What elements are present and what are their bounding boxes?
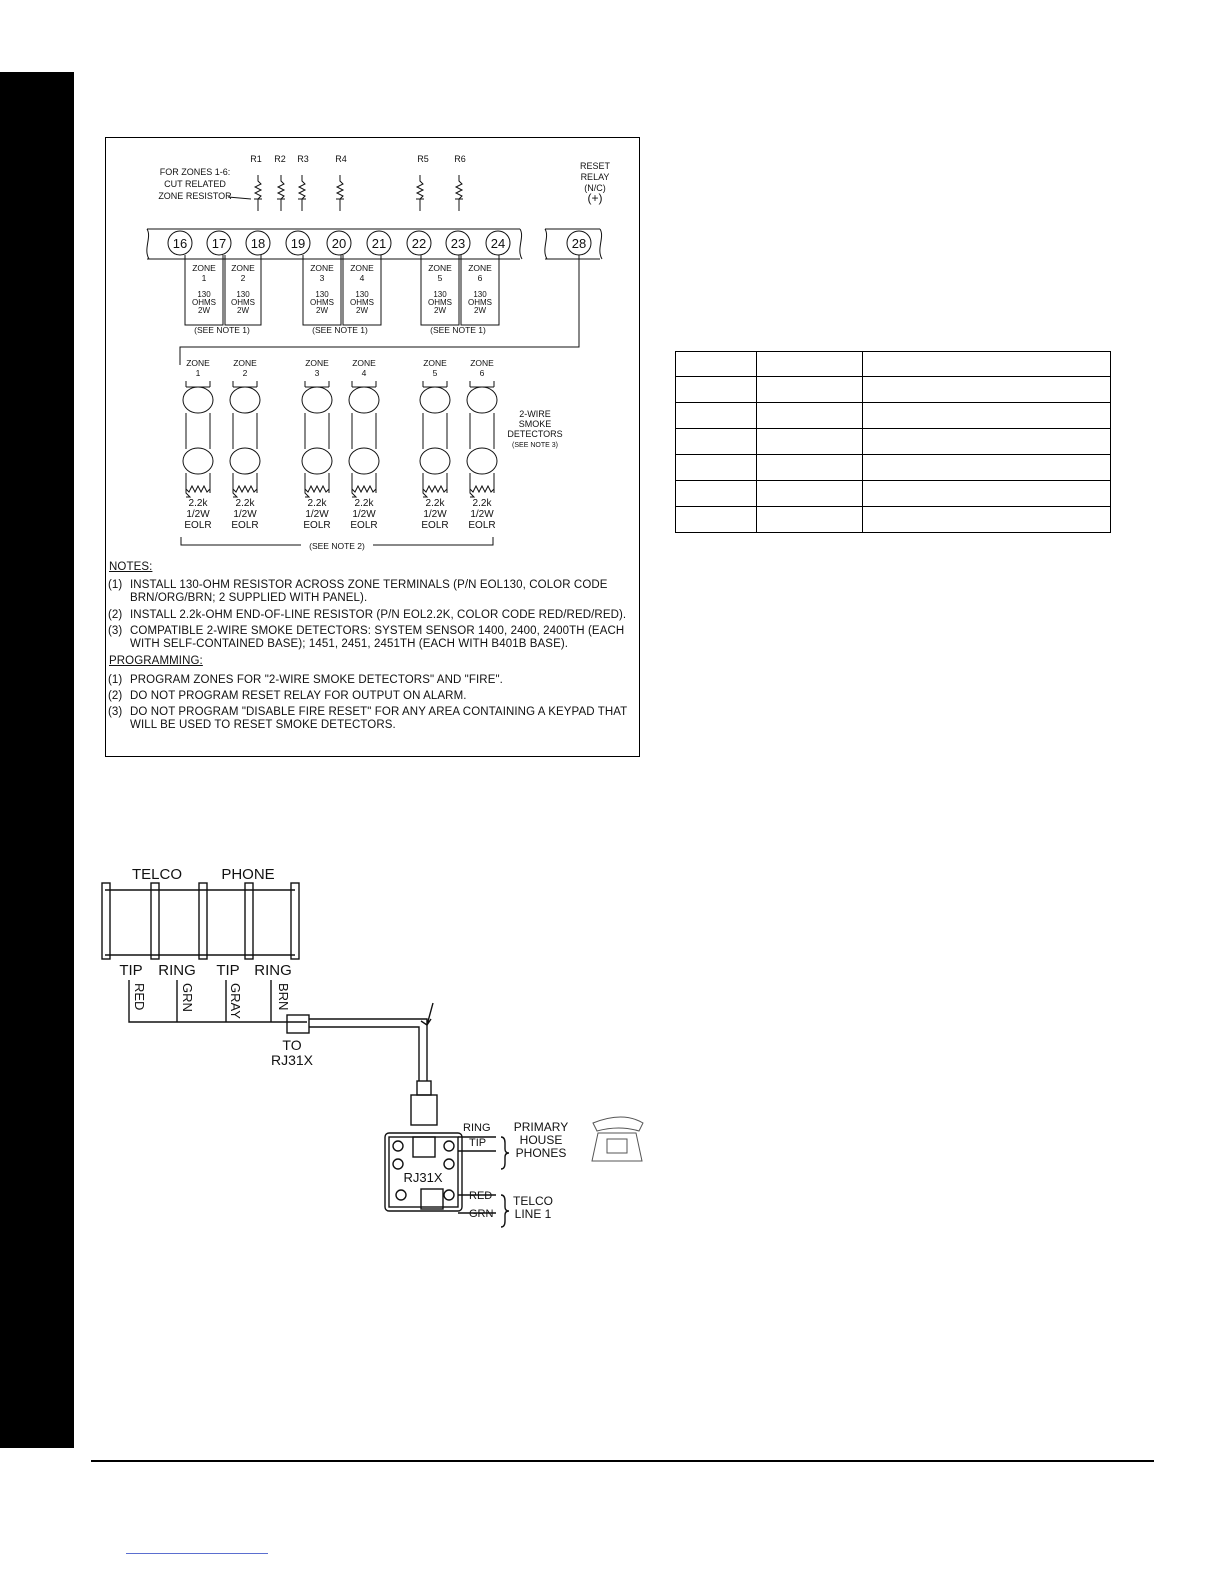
table-cell	[863, 481, 1111, 507]
smoke-detector	[230, 387, 260, 413]
eolr-label: 1/2W	[186, 509, 210, 520]
resistor-spec: 130	[433, 290, 447, 299]
smoke-detector	[349, 448, 379, 474]
eolr-label: 2.2k	[354, 498, 374, 509]
table-cell	[863, 429, 1111, 455]
resistor-spec: 2W	[237, 306, 249, 315]
resistor-spec: 130	[236, 290, 250, 299]
smoke-detector	[302, 448, 332, 474]
resistor-spec: 130	[473, 290, 487, 299]
telco-label: TELCO	[131, 866, 183, 883]
detector-loop	[186, 381, 210, 497]
zone-number: 4	[359, 273, 365, 283]
smoke-detector	[302, 387, 332, 413]
smoke-detector	[420, 448, 450, 474]
smoke-detector	[420, 387, 450, 413]
table-cell	[863, 455, 1111, 481]
jack-label: RJ31X	[403, 1170, 443, 1185]
table-row	[676, 429, 1111, 455]
primary-house-phones: PRIMARY	[513, 1120, 569, 1134]
reset-relay-label: (+)	[587, 191, 603, 205]
resistor-spec: 2W	[198, 306, 210, 315]
see-note-1: (SEE NOTE 1)	[430, 325, 486, 335]
zone-label: ZONE	[470, 358, 494, 368]
empty-table	[675, 351, 1111, 533]
table-row	[676, 455, 1111, 481]
to-label: TO	[282, 1037, 302, 1053]
terminal-label: RING	[158, 962, 196, 979]
eolr-label: 2.2k	[425, 498, 445, 509]
footer-rule	[91, 1460, 1154, 1462]
resistor-spec: 2W	[474, 306, 486, 315]
zone-label: ZONE	[352, 358, 376, 368]
resistor-spec: 130	[315, 290, 329, 299]
programming-heading: PROGRAMMING:	[109, 655, 203, 668]
table-cell	[676, 455, 757, 481]
table-cell	[676, 429, 757, 455]
eolr-label: EOLR	[303, 520, 331, 531]
eolr-label: 2.2k	[188, 498, 208, 509]
zone-number: 6	[479, 368, 485, 378]
zone-number: 2	[242, 368, 248, 378]
zone-label: ZONE	[428, 263, 452, 273]
eolr-label: 1/2W	[423, 509, 447, 520]
programming-item: (1) PROGRAM ZONES FOR "2-WIRE SMOKE DETECTORS" AND "FIRE".	[108, 673, 503, 686]
zone-label: ZONE	[186, 358, 210, 368]
smoke-detector	[230, 448, 260, 474]
resistor-spec: OHMS	[468, 298, 492, 307]
zone-number: 5	[437, 273, 443, 283]
resistor-spec: 2W	[316, 306, 328, 315]
table-cell	[863, 403, 1111, 429]
smoke-detector	[349, 387, 379, 413]
eolr-label: EOLR	[184, 520, 212, 531]
note-item: (1) INSTALL 130-OHM RESISTOR ACROSS ZONE TERMINALS (P/N EOL130, COLOR CODE BRN/ORG/BRN; 2 SUPPLIED WITH PANEL).	[108, 579, 608, 605]
eolr-label: 1/2W	[305, 509, 329, 520]
detector-loop	[352, 381, 376, 497]
wire-color-label: RED	[132, 983, 147, 1011]
svg-text:R6: R6	[454, 154, 466, 164]
tip-label: TIP	[469, 1137, 487, 1149]
eolr-label: 2.2k	[472, 498, 492, 509]
zone-number: 1	[201, 273, 207, 283]
detector-loop	[423, 381, 447, 497]
eolr-label: 1/2W	[470, 509, 494, 520]
resistor-spec: OHMS	[310, 298, 334, 307]
wire-color-label: BRN	[276, 983, 291, 1011]
table-cell	[863, 507, 1111, 533]
zone-number: 5	[432, 368, 438, 378]
primary-house-phones: PHONES	[515, 1146, 567, 1160]
rj31x-label: RJ31X	[270, 1052, 314, 1068]
table-cell	[757, 481, 863, 507]
table-row	[676, 481, 1111, 507]
table-cell	[757, 429, 863, 455]
phone-wiring-diagram	[95, 855, 655, 1245]
cut-resistor-note: CUT RELATED	[164, 179, 226, 189]
smoke-detector	[183, 387, 213, 413]
table-cell	[757, 377, 863, 403]
cut-resistor-note: FOR ZONES 1-6:	[159, 167, 231, 177]
eolr-label: 1/2W	[233, 509, 257, 520]
zone-number: 2	[240, 273, 246, 283]
zone-number: 3	[319, 273, 325, 283]
resistor-spec: OHMS	[428, 298, 452, 307]
table-row	[676, 507, 1111, 533]
phone-label: PHONE	[221, 866, 275, 883]
reset-relay-label: RESET	[579, 161, 611, 171]
svg-text:R4: R4	[335, 154, 347, 164]
resistor-spec: 130	[197, 290, 211, 299]
terminal-label: TIP	[119, 962, 143, 979]
detector-loop	[305, 381, 329, 497]
detector-label: DETECTORS	[507, 429, 563, 439]
table-cell	[863, 377, 1111, 403]
terminal-number: 19	[290, 236, 306, 251]
smoke-detector	[467, 387, 497, 413]
svg-text:R5: R5	[417, 154, 429, 164]
smoke-detector	[183, 448, 213, 474]
detector-label: SMOKE	[518, 419, 552, 429]
zone-label: ZONE	[305, 358, 329, 368]
telco-line-label: TELCO	[512, 1194, 554, 1208]
smoke-detector	[467, 448, 497, 474]
table-cell	[676, 507, 757, 533]
table-cell	[676, 481, 757, 507]
notes-block	[108, 561, 638, 735]
zone-label: ZONE	[350, 263, 374, 273]
detector-label: 2-WIRE	[519, 409, 551, 419]
zone-number: 4	[361, 368, 367, 378]
reset-relay-label: (N/C)	[584, 183, 606, 193]
table-cell	[757, 403, 863, 429]
eolr-label: EOLR	[468, 520, 496, 531]
eolr-label: 2.2k	[235, 498, 255, 509]
terminal-number: 16	[172, 236, 188, 251]
terminal-number: 18	[250, 236, 266, 251]
see-note-1: (SEE NOTE 1)	[194, 325, 250, 335]
wire-color-label: GRAY	[228, 983, 243, 1019]
terminal-label: TIP	[216, 962, 240, 979]
table-row	[676, 403, 1111, 429]
zone-number: 1	[195, 368, 201, 378]
ring-label: RING	[463, 1122, 491, 1134]
table-row	[676, 377, 1111, 403]
footer-link-underline[interactable]	[126, 1553, 268, 1554]
cut-resistor-note: ZONE RESISTOR	[158, 191, 232, 201]
zone-number: 3	[314, 368, 320, 378]
terminal-label: RING	[254, 962, 292, 979]
primary-house-phones: HOUSE	[519, 1133, 563, 1147]
reset-relay-label: RELAY	[580, 172, 610, 182]
see-note-1: (SEE NOTE 1)	[312, 325, 368, 335]
zone-label: ZONE	[231, 263, 255, 273]
red-label: RED	[469, 1190, 493, 1202]
eolr-label: 1/2W	[352, 509, 376, 520]
eolr-label: 2.2k	[307, 498, 327, 509]
svg-text:R3: R3	[297, 154, 309, 164]
note-item: (3) COMPATIBLE 2-WIRE SMOKE DETECTORS: SYSTEM SENSOR 1400, 2400, 2400TH (EACH WITH SELF-CONTAINED BASE); 1451, 2451, 2451TH (EACH WITH B401B BASE).	[108, 624, 625, 651]
note-item: (2) INSTALL 2.2k-OHM END-OF-LINE RESISTOR (P/N EOL2.2K, COLOR CODE RED/RED/RED).	[108, 608, 627, 621]
eolr-label: EOLR	[231, 520, 259, 531]
detector-label: (SEE NOTE 3)	[512, 442, 558, 449]
terminal-number: 17	[211, 236, 227, 251]
see-note-2: (SEE NOTE 2)	[309, 541, 365, 551]
terminal-number: 23	[450, 236, 466, 251]
zone-label: ZONE	[423, 358, 447, 368]
table-cell	[757, 507, 863, 533]
eolr-label: EOLR	[421, 520, 449, 531]
programming-item: (3) DO NOT PROGRAM "DISABLE FIRE RESET" FOR ANY AREA CONTAINING A KEYPAD THAT WILL BE USED TO RESET SMOKE DETECTORS.	[108, 705, 628, 732]
zone-label: ZONE	[468, 263, 492, 273]
grn-label: GRN	[469, 1208, 494, 1220]
svg-text:R1: R1	[250, 154, 262, 164]
table-cell	[757, 455, 863, 481]
resistor-spec: OHMS	[350, 298, 374, 307]
detector-loop	[470, 381, 494, 497]
resistor-spec: 2W	[434, 306, 446, 315]
wire-color-label: GRN	[180, 983, 195, 1012]
detector-loop	[233, 381, 257, 497]
programming-item: (2) DO NOT PROGRAM RESET RELAY FOR OUTPUT ON ALARM.	[108, 689, 467, 702]
zone-label: ZONE	[192, 263, 216, 273]
resistor-spec: OHMS	[231, 298, 255, 307]
zone-label: ZONE	[310, 263, 334, 273]
svg-text:R2: R2	[274, 154, 286, 164]
terminal-number: 21	[371, 236, 387, 251]
zone-number: 6	[477, 273, 483, 283]
terminal-number: 22	[411, 236, 427, 251]
table-cell	[676, 377, 757, 403]
eolr-label: EOLR	[350, 520, 378, 531]
resistor-spec: 130	[355, 290, 369, 299]
resistor-spec: OHMS	[192, 298, 216, 307]
notes-heading: NOTES:	[109, 561, 153, 573]
terminal-number: 24	[490, 236, 506, 251]
terminal-number: 28	[571, 236, 587, 251]
terminal-number: 20	[331, 236, 347, 251]
telco-line-label: LINE 1	[514, 1207, 552, 1221]
left-tab-bar	[0, 72, 74, 1448]
zone-label: ZONE	[233, 358, 257, 368]
table-cell	[676, 403, 757, 429]
resistor-spec: 2W	[356, 306, 368, 315]
